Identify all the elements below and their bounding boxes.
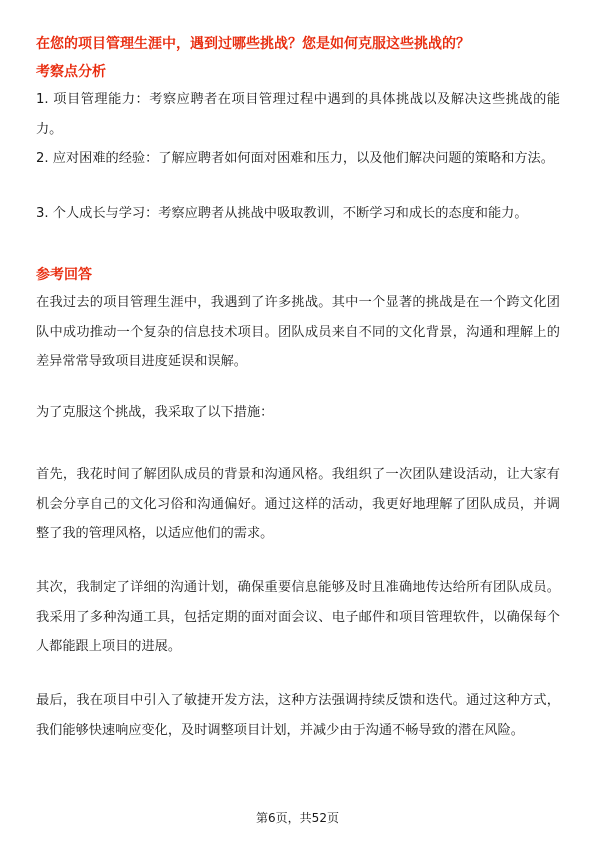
answer-paragraph-3: 首先，我花时间了解团队成员的背景和沟通风格。我组织了一次团队建设活动，让大家有机会分享自己的文化习俗和沟通偏好。通过这样的活动，我更好地理解了团队成员，并调整了我的管理风格，以适应他们的需求。: [36, 467, 560, 541]
analysis-heading: 考察点分析: [36, 64, 106, 80]
question-title: 在您的项目管理生涯中，遇到过哪些挑战？您是如何克服这些挑战的？: [36, 36, 470, 52]
answer-paragraph-2: 为了克服这个挑战，我采取了以下措施：: [36, 405, 274, 420]
answer-heading: 参考回答: [36, 267, 92, 283]
analysis-item-1: 1. 项目管理能力：考察应聘者在项目管理过程中遇到的具体挑战以及解决这些挑战的能力。: [36, 92, 560, 137]
analysis-item-3: 3. 个人成长与学习：考察应聘者从挑战中吸取教训，不断学习和成长的态度和能力。: [36, 206, 528, 221]
answer-paragraph-5: 最后，我在项目中引入了敏捷开发方法，这种方法强调持续反馈和迭代。通过这种方式，我们能够快速响应变化，及时调整项目计划，并减少由于沟通不畅导致的潜在风险。: [36, 693, 560, 738]
answer-paragraph-1: 在我过去的项目管理生涯中，我遇到了许多挑战。其中一个显著的挑战是在一个跨文化团队中成功推动一个复杂的信息技术项目。团队成员来自不同的文化背景，沟通和理解上的差异常常导致项目进度延误和误解。: [36, 295, 560, 369]
page-number: 第6页，共52页: [256, 811, 339, 825]
answer-paragraph-4: 其次，我制定了详细的沟通计划，确保重要信息能够及时且准确地传达给所有团队成员。我采用了多种沟通工具，包括定期的面对面会议、电子邮件和项目管理软件，以确保每个人都能跟上项目的进展。: [36, 580, 560, 654]
analysis-item-2: 2. 应对困难的经验：了解应聘者如何面对困难和压力，以及他们解决问题的策略和方法。: [36, 151, 554, 166]
